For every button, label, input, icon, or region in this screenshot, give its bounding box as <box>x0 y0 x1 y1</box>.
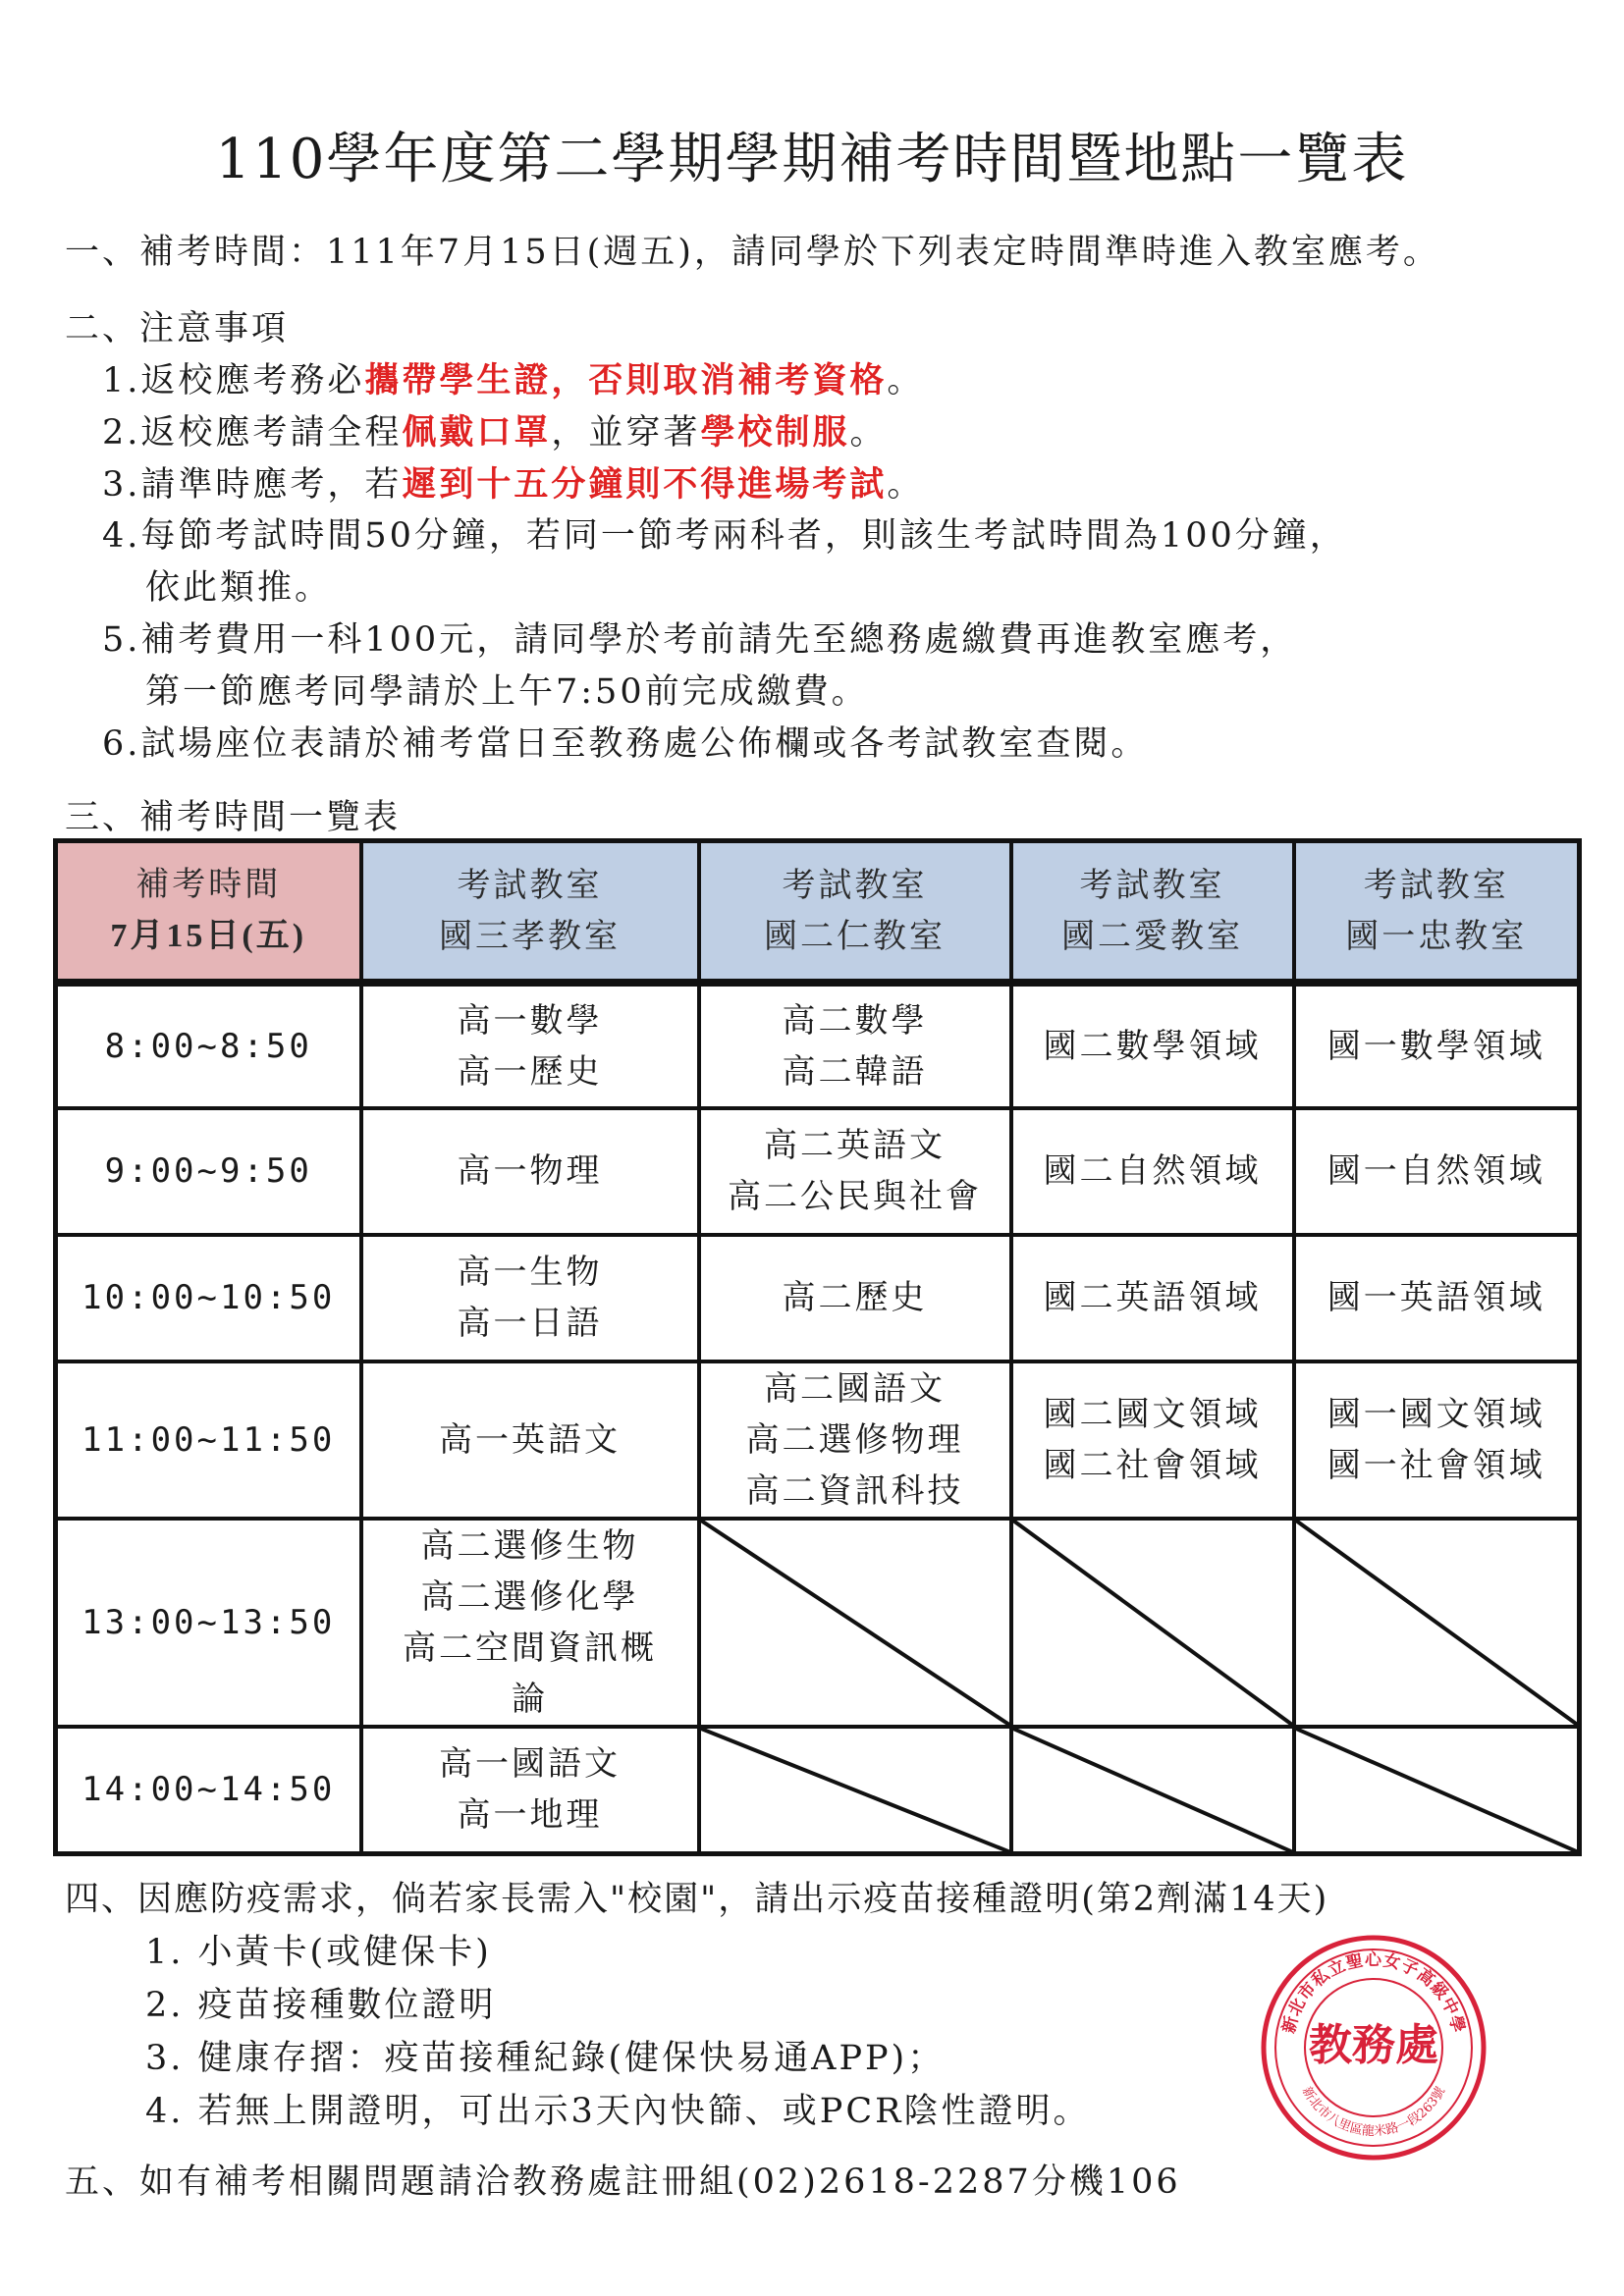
room-header-2: 考試教室 國二仁教室 <box>699 841 1011 981</box>
note-item-5-line-1: 5.補考費用一科100元，請同學於考前請先至總務處繳費再進教室應考， <box>102 620 1298 660</box>
room-header-1: 考試教室 國三孝教室 <box>361 841 699 981</box>
exam-cell: 國一自然領域 <box>1294 1108 1580 1235</box>
empty-cell-slash <box>1294 1727 1580 1854</box>
note-item-5-line-2: 第一節應考同學請於上午7:50前完成繳費。 <box>145 672 869 712</box>
empty-cell-slash <box>699 1727 1011 1854</box>
note-item-6: 6.試場座位表請於補考當日至教務處公佈欄或各考試教室查閱。 <box>102 724 1149 764</box>
exam-cell: 國二國文領域 國二社會領域 <box>1011 1362 1294 1519</box>
exam-cell: 高二英語文 高二公民與社會 <box>699 1108 1011 1235</box>
epidemic-item-4: 4. 若無上開證明，可出示3天內快篩、或PCR陰性證明。 <box>145 2092 1091 2131</box>
table-row <box>56 1727 1580 1854</box>
page-title: 110學年度第二學期學期補考時間暨地點一覽表 <box>215 128 1409 191</box>
empty-cell-slash <box>699 1519 1011 1727</box>
note-item-1-warning: 攜帶學生證，否則取消補考資格 <box>364 360 888 400</box>
exam-cell: 高一數學 高一歷史 <box>361 985 699 1108</box>
epidemic-item-3: 3. 健康存摺：疫苗接種紀錄(健保快易通APP)； <box>145 2039 946 2078</box>
table-row <box>56 1362 1580 1519</box>
exam-time-notice: 一、補考時間：111年7月15日(週五)，請同學於下列表定時間準時進入教室應考。 <box>65 233 1440 272</box>
exam-cell: 高一英語文 <box>361 1362 699 1519</box>
schedule-heading: 三、補考時間一覽表 <box>65 798 402 837</box>
exam-cell: 國二英語領域 <box>1011 1235 1294 1362</box>
stamp-center-text: 教務處 <box>1309 2020 1438 2070</box>
exam-cell: 高二選修生物 高二選修化學 高二空間資訊概 論 <box>361 1519 699 1727</box>
time-slot: 8:00~8:50 <box>56 985 361 1108</box>
exam-cell: 高一物理 <box>361 1108 699 1235</box>
exam-cell: 國一國文領域 國一社會領域 <box>1294 1362 1580 1519</box>
academic-affairs-stamp <box>1260 1934 1488 2162</box>
note-item-3-warning: 遲到十五分鐘則不得進場考試 <box>402 464 888 505</box>
time-slot: 10:00~10:50 <box>56 1235 361 1362</box>
room-header-3: 考試教室 國二愛教室 <box>1011 841 1294 981</box>
note-item-2: 2.返校應考請全程佩戴口罩，並穿著學校制服。 <box>102 412 888 453</box>
table-row <box>56 985 1580 1108</box>
exam-cell: 高一國語文 高一地理 <box>361 1727 699 1854</box>
time-slot: 13:00~13:50 <box>56 1519 361 1727</box>
note-item-4-line-1: 4.每節考試時間50分鐘，若同一節考兩科者，則該生考試時間為100分鐘， <box>102 516 1347 556</box>
time-slot: 9:00~9:50 <box>56 1108 361 1235</box>
room-header-4: 考試教室 國一忠教室 <box>1294 841 1580 981</box>
schedule-table <box>53 838 1582 1856</box>
epidemic-item-1: 1. 小黃卡(或健保卡) <box>145 1933 492 1972</box>
note-item-4-line-2: 依此類推。 <box>145 568 333 608</box>
table-row <box>56 1519 1580 1727</box>
time-column-header: 補考時間 7月15日(五) <box>56 841 361 981</box>
note-item-3: 3.請準時應考，若遲到十五分鐘則不得進場考試。 <box>102 464 925 505</box>
epidemic-item-2: 2. 疫苗接種數位證明 <box>145 1986 497 2025</box>
contact-info: 五、如有補考相關問題請洽教務處註冊組(02)2618-2287分機106 <box>65 2163 1181 2202</box>
empty-cell-slash <box>1294 1519 1580 1727</box>
note-item-2-uniform: 學校制服 <box>700 412 850 453</box>
note-item-2-mask: 佩戴口罩 <box>402 412 552 453</box>
exam-cell: 高二國語文 高二選修物理 高二資訊科技 <box>699 1362 1011 1519</box>
note-item-1: 1.返校應考務必攜帶學生證，否則取消補考資格。 <box>102 360 925 400</box>
exam-cell: 高一生物 高一日語 <box>361 1235 699 1362</box>
table-row <box>56 1235 1580 1362</box>
exam-cell: 高二數學 高二韓語 <box>699 985 1011 1108</box>
exam-cell: 國二自然領域 <box>1011 1108 1294 1235</box>
stamp-address: 新北市八里區龍米路一段263號 <box>1298 2084 1449 2140</box>
table-row <box>56 1108 1580 1235</box>
stamp-school-name: 新北市私立聖心女子高級中學 <box>1278 1950 1469 2036</box>
exam-cell: 國一數學領域 <box>1294 985 1580 1108</box>
time-slot: 14:00~14:50 <box>56 1727 361 1854</box>
notes-heading: 二、注意事項 <box>65 309 290 348</box>
empty-cell-slash <box>1011 1519 1294 1727</box>
exam-cell: 國一英語領域 <box>1294 1235 1580 1362</box>
exam-cell: 高二歷史 <box>699 1235 1011 1362</box>
time-slot: 11:00~11:50 <box>56 1362 361 1519</box>
exam-cell: 國二數學領域 <box>1011 985 1294 1108</box>
empty-cell-slash <box>1011 1727 1294 1854</box>
table-header-row <box>56 841 1580 981</box>
epidemic-heading: 四、因應防疫需求，倘若家長需入"校園"，請出示疫苗接種證明(第2劑滿14天) <box>65 1880 1329 1919</box>
